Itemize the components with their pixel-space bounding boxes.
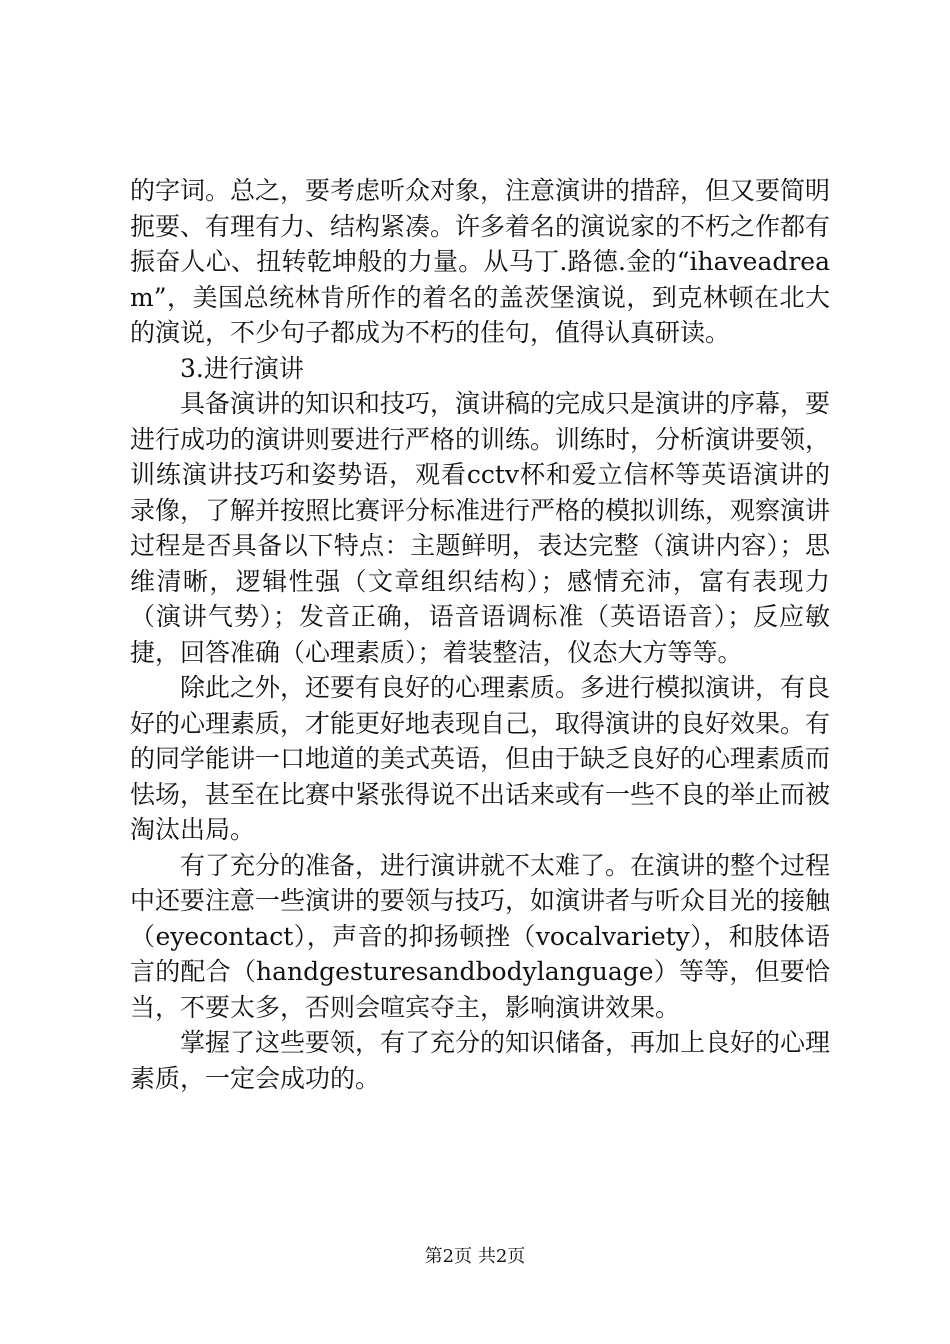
body-text bbox=[130, 173, 830, 1096]
paragraph: 掌握了这些要领，有了充分的知识储备，再加上良好的心理素质，一定会成功的。 bbox=[130, 1028, 831, 1093]
page-number-footer: 第2页 共2页 bbox=[424, 1246, 526, 1267]
paragraph: 有了充分的准备，进行演讲就不太难了。在演讲的整个过程中还要注意一些演讲的要领与技巧，如演讲者与听众目光的接触（eyecontact），声音的抑扬顿挫（vocalvariety），和肢体语言的配合（handgesturesandbodylanguage）等等，但要恰当，不要太多，否则会喧宾夺主，影响演讲效果。 bbox=[130, 850, 831, 1022]
paragraph: 除此之外，还要有良好的心理素质。多进行模拟演讲，有良好的心理素质，才能更好地表现自己，取得演讲的良好效果。有的同学能讲一口地道的美式英语，但由于缺乏良好的心理素质而怯场，甚至在比赛中紧张得说不出话来或有一些不良的举止而被淘汰出局。 bbox=[130, 673, 831, 844]
paragraph: 具备演讲的知识和技巧，演讲稿的完成只是演讲的序幕，要进行成功的演讲则要进行严格的训练。训练时，分析演讲要领，训练演讲技巧和姿势语，观看cctv杯和爱立信杯等英语演讲的录像，了解并按照比赛评分标准进行严格的模拟训练，观察演讲过程是否具备以下特点：主题鲜明，表达完整（演讲内容）；思维清晰，逻辑性强（文章组织结构）；感情充沛，富有表现力（演讲气势）；发音正确，语音语调标准（英语语音）；反应敏捷，回答准确（心理素质）；着装整洁，仪态大方等等。 bbox=[130, 389, 831, 667]
section-heading: 3.进行演讲 bbox=[180, 353, 304, 383]
paragraph: 的字词。总之，要考虑听众对象，注意演讲的措辞，但又要简明扼要、有理有力、结构紧凑。许多着名的演说家的不朽之作都有振奋人心、扭转乾坤般的力量。从马丁.路德.金的“ihaveadream”，美国总统林肯所作的着名的盖茨堡演说，到克林顿在北大的演说，不少句子都成为不朽的佳句，值得认真研读。 bbox=[130, 176, 831, 347]
